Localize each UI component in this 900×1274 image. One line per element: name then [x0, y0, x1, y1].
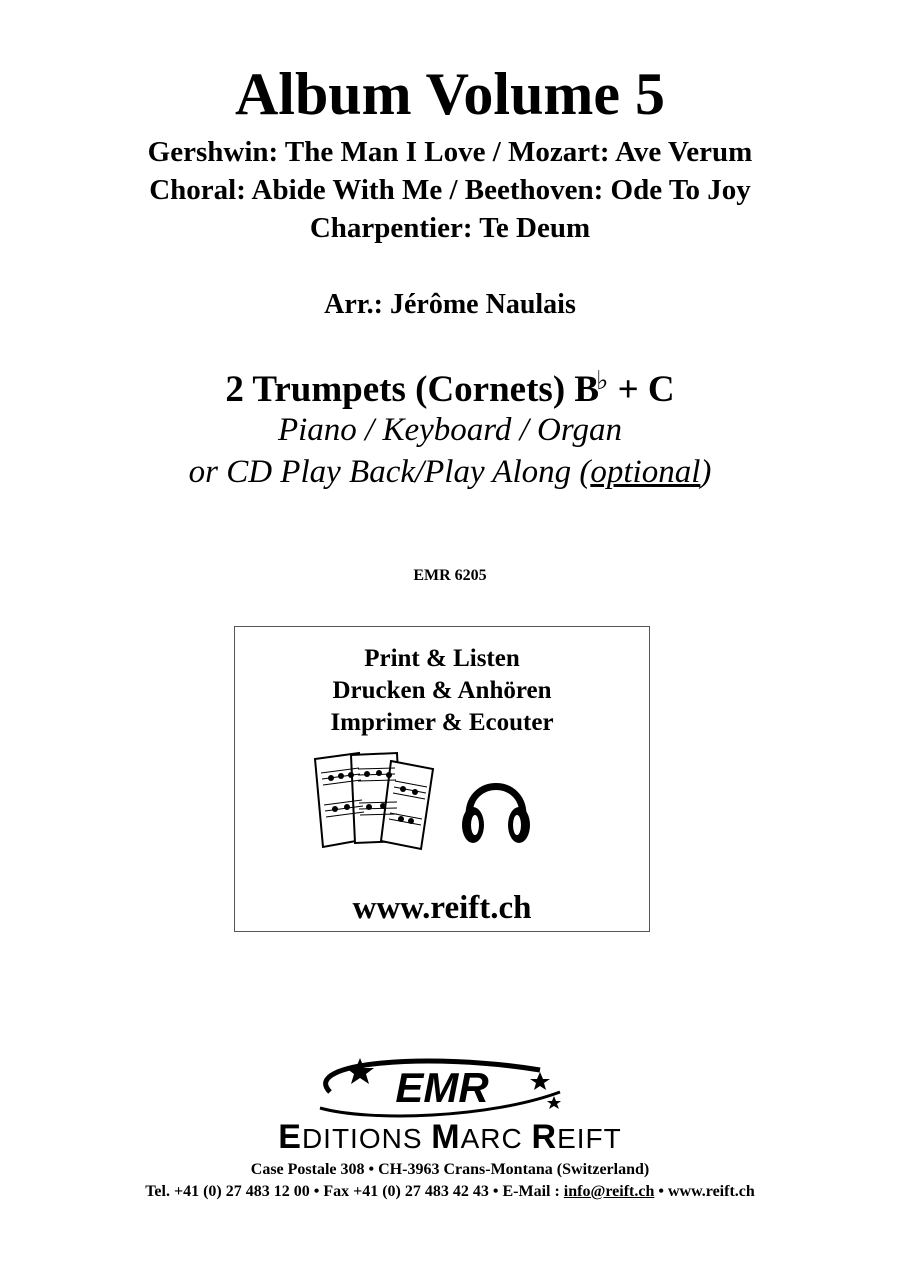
flat-symbol: ♭ — [596, 366, 609, 395]
publisher-name — [0, 1120, 900, 1156]
publisher-name-part-5: R — [531, 1118, 558, 1156]
print-listen-en: Print & Listen — [364, 645, 520, 672]
works-line-3: Charpentier: Te Deum — [309, 212, 591, 244]
print-listen-box — [234, 626, 650, 932]
publisher-name-part-3: M — [431, 1118, 461, 1156]
email-link[interactable]: info@reift.ch — [563, 1183, 655, 1200]
headphones-icon — [459, 767, 533, 847]
works-line-1: Gershwin: The Man I Love / Mozart: Ave Verum — [147, 136, 753, 168]
arranger: Arr.: Jérôme Naulais — [324, 289, 576, 320]
publisher-name-part-1: E — [278, 1118, 302, 1156]
publisher-name-part-6: EIFT — [557, 1123, 622, 1154]
print-listen-de: Drucken & Anhören — [332, 677, 552, 704]
publisher-name-part-2: DITIONS — [301, 1123, 432, 1154]
instrumentation-main-suffix: + C — [608, 369, 675, 410]
catalog-number: EMR 6205 — [413, 567, 487, 584]
optional-text: optional — [590, 454, 701, 490]
publisher-address: Case Postale 308 • CH-3963 Crans-Montana (Switzerland) — [250, 1161, 650, 1178]
logo-text: EMR — [395, 1064, 489, 1111]
instrumentation — [0, 358, 900, 413]
publisher-contact — [0, 1182, 900, 1202]
publisher-name-part-4: ARC — [460, 1123, 532, 1154]
instrumentation-main: 2 Trumpets (Cornets) B — [225, 369, 600, 410]
works-line-2: Choral: Abide With Me / Beethoven: Ode To Joy — [149, 174, 751, 206]
sheet-music-icon — [311, 751, 441, 851]
emr-logo — [290, 1052, 590, 1120]
album-title: Album Volume 5 — [234, 61, 666, 127]
accompaniment-line-2 — [0, 452, 900, 492]
accompaniment-suffix: ) — [700, 454, 712, 490]
accompaniment-line-1: Piano / Keyboard / Organ — [277, 412, 623, 448]
accompaniment-prefix: or CD Play Back/Play Along ( — [188, 454, 591, 490]
contact-website[interactable]: • www.reift.ch — [654, 1183, 755, 1200]
print-listen-fr: Imprimer & Ecouter — [330, 709, 554, 736]
contact-phone-fax: Tel. +41 (0) 27 483 12 00 • Fax +41 (0) 27 483 42 43 • E-Mail : — [145, 1183, 564, 1200]
website-link[interactable]: www.reift.ch — [352, 890, 532, 926]
